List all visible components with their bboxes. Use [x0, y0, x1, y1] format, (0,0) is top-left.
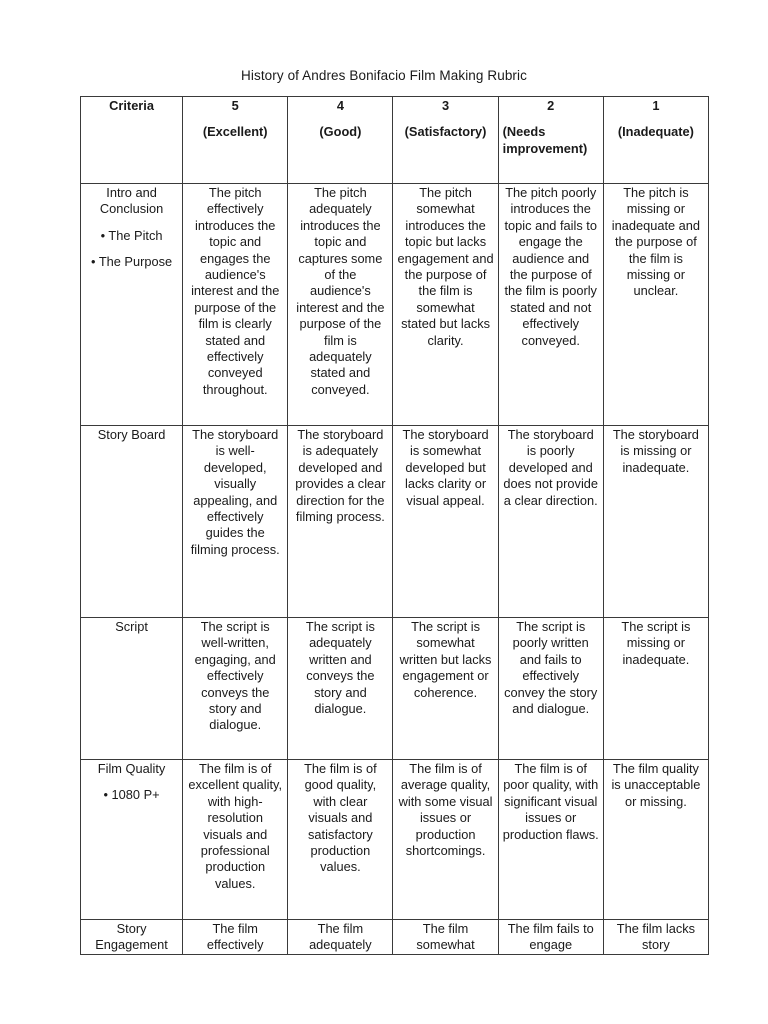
- table-row: [81, 618, 709, 760]
- level-header-1: [603, 97, 708, 184]
- level-score: 3: [441, 98, 450, 113]
- criteria-name: Intro and Conclusion: [99, 185, 164, 217]
- level-score: 4: [336, 98, 344, 113]
- rubric-cell: The film lacks story: [603, 920, 708, 955]
- criteria-subitem: • The Pitch: [100, 227, 163, 243]
- criteria-name: Story Engagement: [95, 921, 168, 953]
- level-score: 2: [547, 98, 555, 113]
- rubric-cell: The storyboard is adequately developed and provides a clear direction for the filming process.: [288, 426, 393, 618]
- level-label: (Good): [319, 124, 362, 140]
- rubric-cell: The film fails to engage: [498, 920, 603, 955]
- rubric-cell: The storyboard is poorly developed and does not provide a clear direction.: [498, 426, 603, 618]
- rubric-cell: The script is missing or inadequate.: [603, 618, 708, 760]
- rubric-cell: The pitch somewhat introduces the topic but lacks engagement and the purpose of the film is somewhat stated but lacks clarity.: [393, 184, 498, 426]
- rubric-cell: The film adequately: [288, 920, 393, 955]
- table-row: [81, 760, 709, 920]
- level-label: (Needs improvement): [502, 124, 588, 156]
- rubric-cell: The storyboard is missing or inadequate.: [603, 426, 708, 618]
- rubric-cell: The script is well-written, engaging, and effectively conveys the story and dialogue.: [183, 618, 288, 760]
- level-label: (Excellent): [202, 124, 268, 140]
- level-header-4: [288, 97, 393, 184]
- table-row: [81, 426, 709, 618]
- rubric-cell: The film effectively: [183, 920, 288, 955]
- rubric-cell: The pitch adequately introduces the topic and captures some of the audience's interest and the purpose of the film is adequately stated and conveyed.: [288, 184, 393, 426]
- level-header-3: [393, 97, 498, 184]
- criteria-cell: [81, 760, 183, 920]
- rubric-cell: The script is poorly written and fails to effectively convey the story and dialogue.: [498, 618, 603, 760]
- level-header-5: [183, 97, 288, 184]
- rubric-cell: The pitch is missing or inadequate and the purpose of the film is missing or unclear.: [603, 184, 708, 426]
- table-row: [81, 184, 709, 426]
- rubric-cell: The script is somewhat written but lacks engagement or coherence.: [393, 618, 498, 760]
- criteria-header: Criteria: [81, 97, 183, 184]
- rubric-cell: The storyboard is somewhat developed but lacks clarity or visual appeal.: [393, 426, 498, 618]
- level-label: (Inadequate): [617, 124, 694, 140]
- criteria-name: Film Quality: [97, 761, 166, 776]
- level-header-2: [498, 97, 603, 184]
- rubric-cell: The pitch effectively introduces the topic and engages the audience's interest and the purpose of the film is clearly stated and effectively conveyed throughout.: [183, 184, 288, 426]
- header-row: [81, 97, 709, 184]
- rubric-cell: The pitch poorly introduces the topic and fails to engage the audience and the purpose of the film is poorly stated and not effectively conveyed.: [498, 184, 603, 426]
- level-score: 5: [231, 98, 239, 113]
- rubric-cell: The film quality is unacceptable or missing.: [603, 760, 708, 920]
- level-score: 1: [652, 98, 660, 113]
- document-title: History of Andres Bonifacio Film Making Rubric: [241, 68, 527, 83]
- rubric-cell: The film is of poor quality, with significant visual issues or production flaws.: [498, 760, 603, 920]
- criteria-cell: [81, 920, 183, 955]
- level-label: (Satisfactory): [404, 124, 487, 140]
- rubric-cell: The film somewhat: [393, 920, 498, 955]
- rubric-cell: The film is of average quality, with some visual issues or production shortcomings.: [393, 760, 498, 920]
- criteria-cell: [81, 426, 183, 618]
- criteria-name: Script: [115, 619, 148, 634]
- criteria-cell: [81, 184, 183, 426]
- rubric-cell: The film is of excellent quality, with high-resolution visuals and professional production values.: [183, 760, 288, 920]
- rubric-cell: The film is of good quality, with clear visuals and satisfactory production values.: [288, 760, 393, 920]
- rubric-cell: The script is adequately written and conveys the story and dialogue.: [288, 618, 393, 760]
- criteria-cell: [81, 618, 183, 760]
- criteria-name: Story Board: [97, 427, 166, 442]
- rubric-table: [80, 96, 709, 955]
- criteria-subitem: • 1080 P+: [103, 787, 160, 803]
- table-row: [81, 920, 709, 955]
- rubric-cell: The storyboard is well-developed, visually appealing, and effectively guides the filming process.: [183, 426, 288, 618]
- criteria-subitem: • The Purpose: [91, 254, 173, 270]
